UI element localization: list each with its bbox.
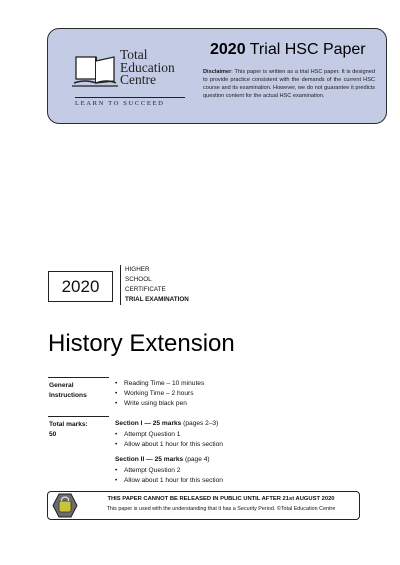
section-marks: — 25 marks <box>142 420 182 427</box>
list-item: • Allow about 1 hour for this section <box>124 440 223 450</box>
logo-text <box>120 49 175 87</box>
header-box <box>47 28 387 124</box>
logo-line: Education <box>120 59 175 75</box>
release-notice: THIS PAPER CANNOT BE RELEASED IN PUBLIC UNTIL AFTER 21st AUGUST 2020 <box>107 496 335 502</box>
section-title: Section I <box>115 420 143 427</box>
disclaimer-text: : This paper is written as a trial HSC paper. It is designed to provide practice consistent with the demands of the current HSC course and its examination. However, we do not guarantee it predicts question content for the actual HSC examination. <box>203 69 375 99</box>
hsc-line: CERTIFICATE <box>125 286 166 293</box>
section-pages: (pages 2–3) <box>181 420 219 427</box>
section-1-list <box>115 430 223 450</box>
logo-line: Centre <box>120 72 156 87</box>
hsc-lines <box>120 265 189 305</box>
section-title: Section II <box>115 456 145 463</box>
section-marks: — 25 marks <box>144 456 184 463</box>
label-line: 50 <box>49 430 57 438</box>
list-item: • Allow about 1 hour for this section <box>124 476 223 486</box>
label-line: Total marks: <box>49 421 88 428</box>
security-footer <box>47 491 360 520</box>
divider <box>48 377 109 378</box>
list-item: • Write using black pen <box>124 399 204 409</box>
logo-line: Total <box>120 47 148 62</box>
hsc-line: HIGHER <box>125 266 150 273</box>
total-marks-label <box>49 420 88 439</box>
trial-title <box>210 41 366 59</box>
divider <box>48 416 109 417</box>
hsc-line: SCHOOL <box>125 276 152 283</box>
disclaimer <box>203 68 375 100</box>
subject-title: History Extension <box>48 330 235 357</box>
security-badge-icon <box>52 493 78 518</box>
list-item: • Working Time – 2 hours <box>124 389 204 399</box>
security-notice: This paper is used with the understanding that it has a Security Period. ©Total Education Centre <box>106 506 336 512</box>
section-2-heading <box>115 456 210 463</box>
trial-year: 2020 <box>210 41 246 58</box>
list-item: • Attempt Question 1 <box>124 430 223 440</box>
logo-tagline: LEARN TO SUCCEED <box>75 97 185 107</box>
trial-exam-label: TRIAL EXAMINATION <box>125 296 189 303</box>
general-instructions-list <box>115 379 204 410</box>
logo <box>70 49 188 111</box>
disclaimer-label: Disclaimer <box>203 69 232 75</box>
general-instructions-label <box>49 381 87 400</box>
label-line: General <box>49 382 74 389</box>
section-2-list <box>115 466 223 486</box>
exam-year-box: 2020 <box>48 271 113 302</box>
list-item: • Attempt Question 2 <box>124 466 223 476</box>
list-item: • Reading Time – 10 minutes <box>124 379 204 389</box>
section-1-heading <box>115 420 218 427</box>
section-pages: (page 4) <box>183 456 210 463</box>
label-line: Instructions <box>49 391 87 399</box>
book-icon <box>70 53 118 93</box>
trial-title-text: Trial HSC Paper <box>249 41 366 58</box>
